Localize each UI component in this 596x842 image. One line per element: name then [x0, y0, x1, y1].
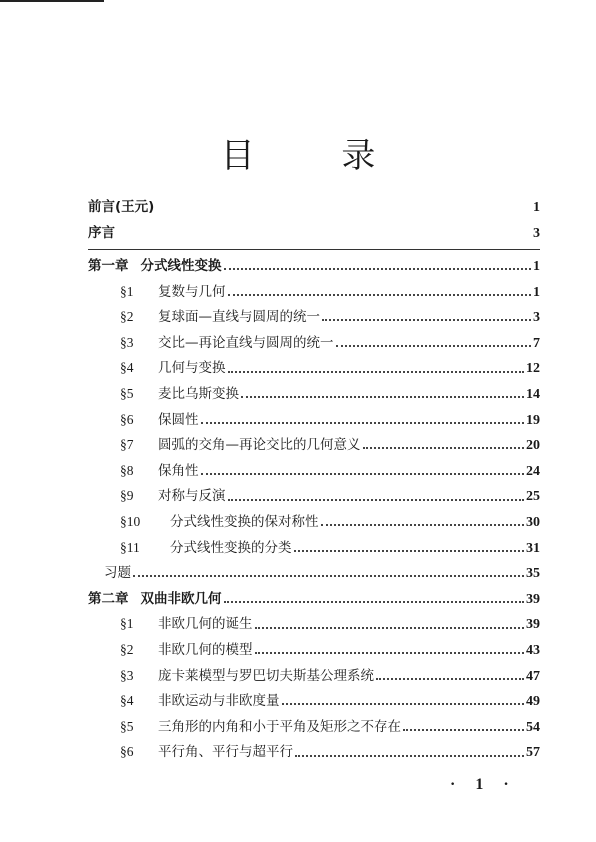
chapter-heading [88, 587, 222, 607]
toc-section[interactable] [88, 382, 540, 408]
toc-leader [295, 754, 524, 757]
section-heading [120, 356, 226, 376]
toc-leader [228, 293, 532, 296]
section-title: 保圆性 [158, 411, 199, 428]
section-number: §5 [120, 385, 134, 401]
chapter-title: 分式线性变换 [140, 258, 222, 274]
section-number: §4 [120, 360, 134, 376]
toc-leader [228, 498, 525, 501]
section-heading [120, 664, 374, 684]
section-number: §10 [120, 513, 141, 529]
section-heading [120, 740, 293, 760]
toc-leader [282, 702, 525, 705]
toc-page-number: 1 [533, 200, 540, 215]
section-number: §9 [120, 488, 134, 504]
section-title: 复数与几何 [158, 283, 226, 300]
scan-edge-line [0, 0, 104, 2]
toc-leader [403, 728, 524, 731]
toc-page-number: 3 [533, 310, 540, 326]
section-title: 分式线性变换的分类 [170, 539, 292, 556]
section-title: 分式线性变换的保对称性 [170, 513, 319, 530]
section-heading [120, 484, 226, 504]
section-heading [120, 331, 334, 351]
toc-leader [255, 626, 525, 629]
toc-page-number: 3 [533, 226, 540, 241]
toc-leader [201, 421, 525, 424]
toc-section[interactable] [88, 664, 540, 690]
toc-leader [363, 446, 525, 449]
section-number: §1 [120, 283, 134, 299]
section-heading [120, 433, 361, 453]
toc-section[interactable] [88, 689, 540, 715]
page-title: 目 录 [220, 136, 414, 176]
section-heading [120, 305, 320, 325]
toc-leader [224, 600, 525, 603]
section-heading [120, 612, 253, 632]
toc-leader [255, 651, 525, 654]
section-heading [120, 408, 199, 428]
toc-page-number: 57 [526, 745, 540, 761]
section-number: §4 [120, 693, 134, 709]
toc-section[interactable] [88, 331, 540, 357]
section-number: §1 [120, 616, 134, 632]
section-number: §3 [120, 667, 134, 683]
toc-chapter-2[interactable] [88, 587, 540, 613]
section-title: 保角性 [158, 462, 199, 479]
toc-section[interactable] [88, 305, 540, 331]
toc-section[interactable] [88, 356, 540, 382]
section-number: §6 [120, 744, 134, 760]
toc-section[interactable] [88, 612, 540, 638]
section-number: §6 [120, 411, 134, 427]
section-heading [120, 715, 401, 735]
toc-page-number: 35 [526, 566, 540, 582]
section-title: 非欧几何的诞生 [158, 616, 253, 633]
toc-leader [117, 236, 531, 237]
toc-leader [322, 318, 531, 321]
exercise-label: 习题 [104, 565, 131, 582]
section-number: §2 [120, 641, 134, 657]
toc-section[interactable] [88, 536, 540, 562]
toc-page-number: 12 [526, 361, 540, 377]
section-number: §7 [120, 437, 134, 453]
toc-page-number: 43 [526, 642, 540, 658]
toc-section[interactable] [88, 510, 540, 536]
toc-chapter-1[interactable] [88, 254, 540, 280]
toc-page-number: 49 [526, 694, 540, 710]
section-number: §5 [120, 718, 134, 734]
toc-page-number: 30 [526, 514, 540, 530]
toc-divider [88, 249, 540, 250]
toc-page-number: 25 [526, 489, 540, 505]
chapter-number: 第二章 [88, 590, 129, 607]
toc-leader [321, 523, 525, 526]
toc-leader [294, 549, 525, 552]
chapter-title: 双曲非欧几何 [140, 590, 222, 607]
toc-section[interactable] [88, 433, 540, 459]
toc-page-number: 14 [526, 386, 540, 402]
section-title: 交比—再论直线与圆周的统一 [158, 334, 334, 351]
toc-leader [228, 370, 525, 373]
toc-section[interactable] [88, 638, 540, 664]
toc-leader [201, 472, 525, 475]
section-number: §2 [120, 309, 134, 325]
toc-leader [376, 677, 524, 680]
toc-entry-label: 前言(王元) [88, 199, 155, 215]
toc-leader [133, 574, 524, 577]
toc-leader [336, 344, 532, 347]
toc-front-foreword[interactable] [88, 221, 540, 247]
toc-section[interactable] [88, 280, 540, 306]
section-heading [120, 536, 292, 556]
section-title: 庞卡莱模型与罗巴切夫斯基公理系统 [158, 667, 374, 684]
toc-exercises[interactable] [88, 561, 540, 587]
toc-section[interactable] [88, 740, 540, 766]
section-heading [120, 280, 226, 300]
chapter-heading [88, 254, 222, 274]
section-title: 对称与反演 [158, 488, 226, 505]
toc-page-number: 47 [526, 668, 540, 684]
section-title: 非欧运动与非欧度量 [158, 693, 280, 710]
toc-page-number: 1 [533, 284, 540, 300]
toc-page-number: 1 [533, 259, 540, 274]
section-title: 非欧几何的模型 [158, 641, 253, 658]
toc-section[interactable] [88, 715, 540, 741]
toc-page-number: 24 [526, 463, 540, 479]
section-title: 复球面—直线与圆周的统一 [158, 309, 320, 326]
toc-section[interactable] [88, 484, 540, 510]
toc-section[interactable] [88, 459, 540, 485]
chapter-number: 第一章 [88, 258, 129, 274]
section-heading [120, 689, 280, 709]
section-title: 麦比乌斯变换 [158, 385, 239, 402]
toc-section[interactable] [88, 408, 540, 434]
toc-leader [156, 210, 531, 211]
toc-page-number: 39 [526, 617, 540, 633]
section-title: 平行角、平行与超平行 [158, 744, 293, 761]
section-heading [120, 459, 199, 479]
toc-page-number: 54 [526, 719, 540, 735]
section-heading [120, 510, 319, 530]
toc-entry-label: 序言 [88, 225, 115, 241]
section-title: 圆弧的交角—再论交比的几何意义 [158, 437, 361, 454]
toc-leader [241, 395, 524, 398]
section-heading [120, 382, 239, 402]
toc-page-number: 20 [526, 438, 540, 454]
section-number: §8 [120, 462, 134, 478]
toc-front-preface[interactable] [88, 195, 540, 221]
toc-page-number: 7 [533, 335, 540, 351]
toc-page-number: 39 [526, 591, 540, 607]
section-title: 几何与变换 [158, 360, 226, 377]
table-of-contents [88, 195, 540, 766]
toc-leader [224, 267, 532, 270]
section-heading [120, 638, 253, 658]
section-title: 三角形的内角和小于平角及矩形之不存在 [158, 718, 401, 735]
section-number: §11 [120, 539, 140, 555]
toc-page-number: 19 [526, 412, 540, 428]
section-number: §3 [120, 334, 134, 350]
page-number: · 1 · [450, 776, 517, 793]
toc-page-number: 31 [526, 540, 540, 556]
